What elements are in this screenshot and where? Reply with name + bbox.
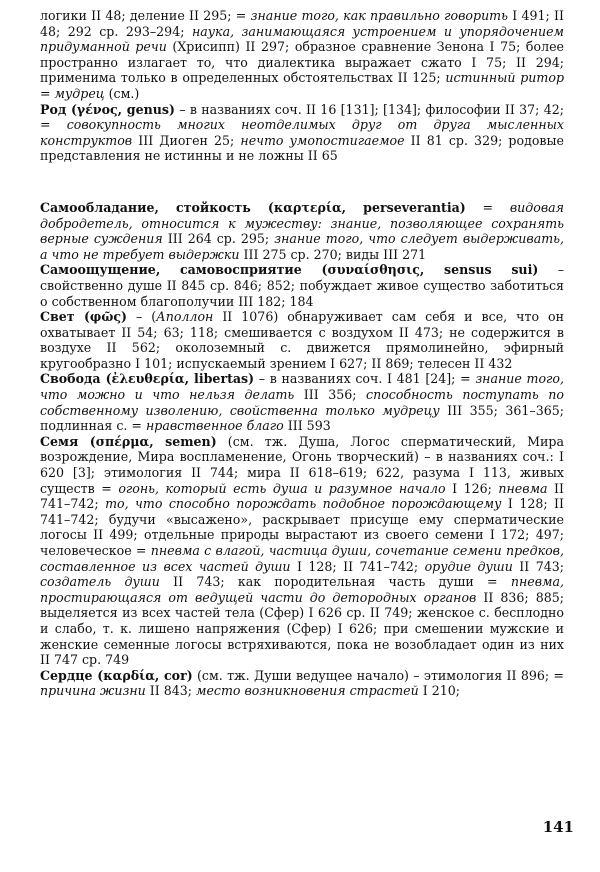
entry-definition: место возникновения страстей: [196, 683, 419, 699]
entry-text: II 741–742;: [40, 480, 564, 512]
dictionary-entry: [40, 309, 564, 371]
entry-text: (см.): [104, 85, 140, 101]
entry-definition: совокупность многих неотделимых друг от друга мысленных конструктов: [40, 117, 564, 148]
dictionary-entry: [40, 200, 564, 262]
entry-headword: Самоощущение, самовосприятие (συναίσθησις, sensus sui): [40, 262, 539, 278]
entry-definition: причина жизни: [40, 683, 146, 699]
entry-text: I 128; II 741–742;: [290, 558, 425, 574]
entry-definition: видовая добродетель, относится к мужеству: знание, позволяющее сохранять верные суждения: [40, 199, 564, 247]
entry-definition: истинный ритор = мудрец: [40, 70, 565, 101]
entry-text: II 843;: [145, 683, 196, 699]
entry-definition: создатель души: [40, 574, 160, 590]
entry-definition: нечто умопостигаемое: [240, 132, 405, 148]
entry-text: логики II 48; деление II 295; =: [40, 8, 251, 23]
entry-headword: Сердце (καρδία, cor): [40, 667, 193, 683]
dictionary-entry: [40, 371, 564, 433]
entry-text: I 126;: [445, 480, 499, 496]
entry-text: – (: [126, 309, 157, 325]
entry-text: III 355; 361–365; подлинная с. =: [40, 402, 564, 434]
entry-text: (Хрисипп) II 297; образное сравнение Зенона I 75; более пространно излагает то, что диалектика выражает сжато I 75; II 294; применима только в определенных обстоятельствах II 125;: [40, 39, 564, 86]
page-number: 141: [542, 818, 574, 836]
entry-headword: Самообладание, стойкость (καρτερία, perseverantia): [40, 199, 466, 215]
entry-definition: знание того, как правильно говорить: [250, 8, 508, 23]
entry-text: III 356;: [294, 387, 367, 403]
entry-text: I 128; II 741–742; будучи «высажено», раскрывает присуще ему сперматические логосы II 499; отдельные природы вырастают из своего семени I 172; 497; человеческое =: [40, 496, 565, 558]
dictionary-entry: [40, 262, 564, 309]
entry-definition: орудие души: [424, 558, 513, 574]
entry-text: III 593: [283, 418, 331, 434]
entry-text: I 491; II 48; 292 ср. 293–294;: [40, 8, 564, 39]
entry-text: III 275 ср. 270; виды III 271: [239, 246, 427, 262]
entry-headword: Род (γένος, genus): [40, 101, 175, 117]
entry-text: – свойственно душе II 845 ср. 846; 852; побуждает живое существо заботиться о собственном благополучии III 182; 184: [40, 262, 564, 309]
entry-text: – в названиях соч. II 16 [131]; [134]; философии II 37; 42; =: [40, 101, 564, 133]
entry-definition: то, что способно порождать подобное порождающему: [105, 496, 502, 512]
dictionary-entry: [40, 102, 564, 164]
entry-headword: Свет (φῶς): [40, 309, 127, 325]
entry-continuation: [40, 8, 564, 102]
entry-definition: знание того, что можно и что нельзя делать: [40, 371, 564, 403]
entry-definition: наука, занимающаяся устроением и упорядочением придуманной речи: [40, 23, 564, 55]
entry-definition: нравственное благо: [145, 418, 284, 434]
entry-text: III 264 ср. 295;: [162, 231, 275, 247]
entry-definition: знание того, что следует выдерживать, а что не требует выдержки: [40, 231, 564, 262]
entry-definition: пневма, простирающаяся от ведущей части до детородных органов: [40, 574, 564, 605]
entry-definition: Аполлон: [156, 309, 214, 325]
entry-text: III Диоген 25;: [132, 132, 241, 148]
entry-text: =: [465, 199, 510, 215]
entry-text: (см. тж. Душа, Логос сперматический, Мира возрождение, Мира воспламенение, Огонь творческий) – в названиях соч.: I 620 [3]; этимология II 744; мира II 618–619; 622, разума I 113, живых существ =: [40, 433, 565, 496]
dictionary-entry: [40, 668, 564, 699]
entry-definition: пневма: [498, 480, 548, 496]
entry-headword: Семя (σπέρμα, semen): [40, 433, 217, 449]
entry-text: II 81 ср. 329; родовые представления не истинны и не ложны II 65: [40, 132, 564, 164]
entry-text: II 836; 885; выделяется из всех частей тела (Сфер) I 626 ср. II 749; женское с. бесплодно и слабо, т. к. лишено напряжения (Сфер) I 626; при смешении мужские и женские семенные логосы встряхиваются, пока не возобладает один из них II 747 ср. 749: [40, 589, 564, 668]
dictionary-entry: [40, 434, 564, 668]
entry-text: I 210;: [418, 683, 460, 699]
entry-headword: Свобода (ἐλευθερία, libertas): [40, 371, 255, 387]
entry-definition: способность поступать по собственному изволению, свойственна только мудрецу: [40, 387, 564, 418]
entry-text: II 743;: [512, 558, 564, 574]
section-gap: [40, 164, 564, 200]
dictionary-text: [40, 8, 564, 699]
entry-text: II 1076) обнаруживает сам себя и все, что он охватывает II 54; 63; 118; смешивается с воздухом II 473; не содержится в воздухе II 562; околоземный с. движется прямолинейно, эфирный кругообразно I 101; испускаемый зрением I 627; II 869; телесен II 432: [40, 309, 565, 371]
entry-text: (см. тж. Души ведущее начало) – этимология II 896; =: [192, 667, 564, 683]
entry-definition: пневма с влагой, частица души, сочетание семени предков, составленное из всех частей души: [40, 543, 564, 574]
entry-definition: огонь, который есть душа и разумное начало: [118, 480, 446, 496]
entry-text: II 743; как породительная часть души =: [159, 574, 511, 590]
entry-text: – в названиях соч. I 481 [24]; =: [254, 371, 476, 387]
